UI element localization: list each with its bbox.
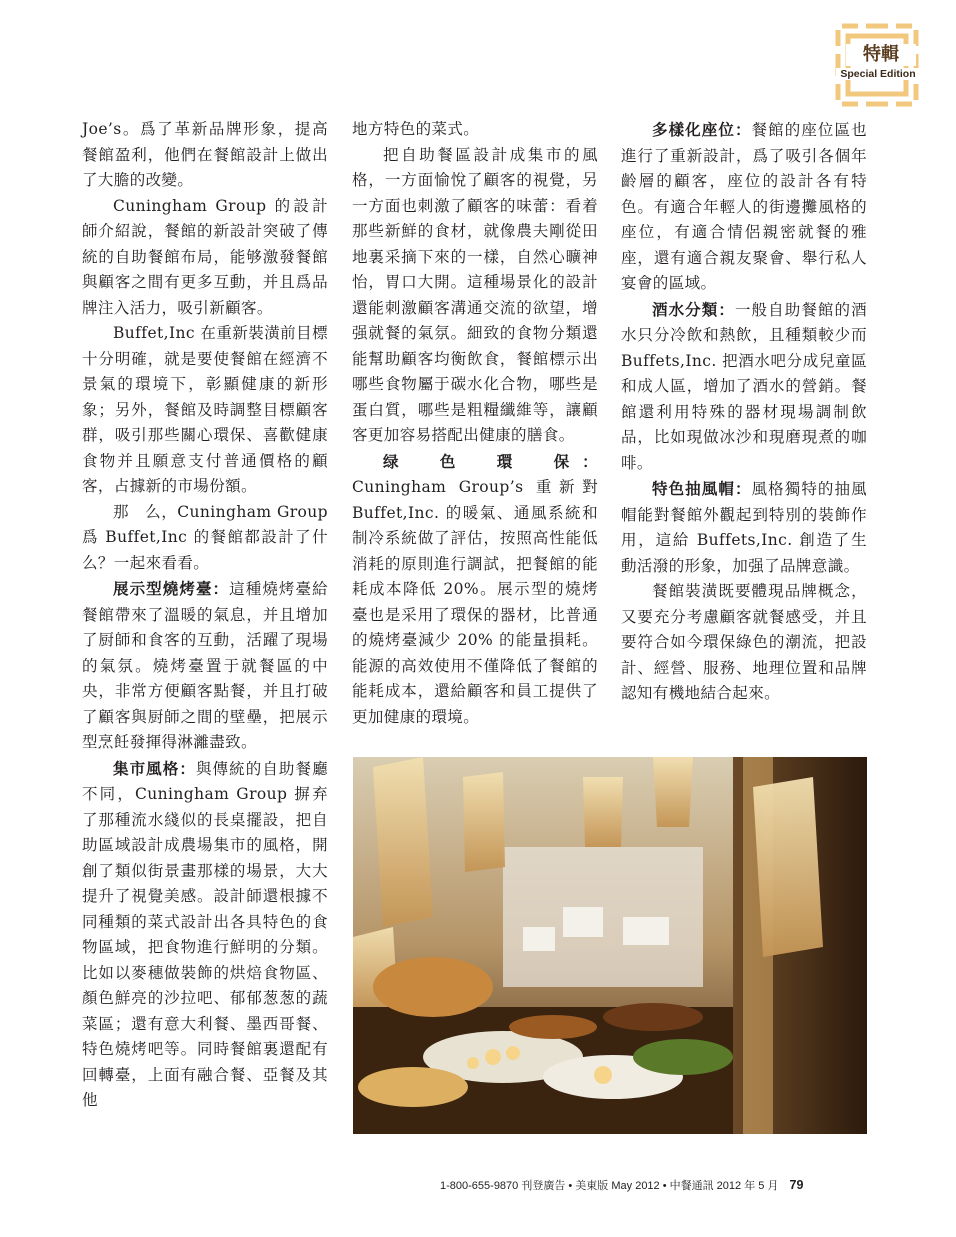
text-column-2: [352, 117, 598, 730]
footer-text: 1-800-655-9870 刊登廣告 • 美東版 May 2012 • 中餐通訊 2012 年 5 月: [440, 1180, 779, 1192]
paragraph: Buffet,Inc 在重新裝潢前目標十分明確，就是要使餐館在經濟不景氣的環境下，彰顯健康的新形象；另外，餐館及時調整目標顧客群，吸引那些關心環保、喜歡健康食物并且願意支付普通價格的顧客，占據新的市場份額。: [82, 324, 328, 495]
section-paragraph: [82, 756, 328, 1114]
section-heading: 多樣化座位：: [652, 120, 752, 139]
text-column-3: [621, 117, 867, 707]
paragraph: 地方特色的菜式。: [352, 120, 480, 138]
paragraph: 把自助餐區設計成集市的風格，一方面愉悅了顧客的視覺，另一方面也刺激了顧客的味蕾：看着那些新鮮的食材，就像農夫剛從田地裏采摘下來的一樣，自然心曠神怡，胃口大開。這種場景化的設計還能刺激顧客溝通交流的欲望，增强就餐的氣氛。細致的食物分類還能幫助顧客均衡飲食，餐館標示出哪些食物屬于碳水化合物，哪些是蛋白質，哪些是粗糧纖維等，讓顧客更加容易搭配出健康的膳食。: [352, 145, 598, 444]
section-body: 餐館的座位區也進行了重新設計，爲了吸引各個年齡層的顧客，座位的設計各有特色。有適合年輕人的街邊攤風格的座位，有適合情侶親密就餐的雅座，還有適合親友聚會、舉行私人宴會的區域。: [621, 121, 867, 292]
section-body: 一般自助餐館的酒水只分冷飲和熱飲，且種類較少而 Buffets,Inc. 把酒水吧分成兒童區和成人區，增加了酒水的營銷。餐館還利用特殊的器材現場調制飲品，比如現做冰沙和現磨現煮的咖啡。: [621, 300, 867, 472]
section-body: 與傳統的自助餐廳不同，Cuningham Group 摒弃了那種流水綫似的長桌擺設，把自助區域設計成農場集市的風格，開創了類似街景畫那樣的場景，大大提升了視覺美感。設計師還根據不同種類的菜式設計出各具特色的食物區域，把食物進行鮮明的分類。比如以麥穗做裝飾的烘焙食物區、顏色鮮亮的沙拉吧、郁郁葱葱的蔬菜區；還有意大利餐、墨西哥餐、特色燒烤吧等。同時餐館裏還配有回轉臺，上面有融合餐、亞餐及其他: [82, 759, 328, 1109]
restaurant-photo: [353, 757, 867, 1134]
section-paragraph: [621, 117, 867, 297]
section-paragraph: [82, 576, 328, 756]
section-heading: 绿 色 環 保：: [383, 451, 598, 471]
section-heading: 展示型燒烤臺：: [113, 579, 230, 598]
section-paragraph: [352, 449, 598, 731]
section-heading: 特色抽風帽：: [652, 479, 752, 498]
section-heading: 集市風格：: [113, 758, 196, 778]
text-column-1: [82, 117, 328, 1114]
paragraph: 餐館裝潢既要體現品牌概念，又要充分考慮顧客就餐感受，并且要符合如今環保綠色的潮流，把設計、經營、服務、地理位置和品牌認知有機地結合起來。: [621, 582, 867, 702]
section-title: 特輯: [846, 44, 916, 66]
page-number: 79: [789, 1178, 804, 1192]
page-footer: [440, 1177, 868, 1193]
section-paragraph: [621, 297, 867, 477]
paragraph: Joe’s。爲了革新品牌形象，提高餐館盈利，他們在餐館設計上做出了大膽的改變。: [82, 120, 328, 189]
section-body: Cuningham Group’s 重新對 Buffet,Inc. 的暖氣、通風系統和制冷系統做了評估，按照高性能低消耗的原則進行調試，把餐館的能耗成本降低 20%。展示型的燒烤臺也是采用了環保的器材，比普通的燒烤臺減少 20% 的能量損耗。能源的高效使用不僅降低了餐館的能耗成本，還給顧客和員工提供了更加健康的環境。: [352, 478, 598, 726]
section-heading: 酒水分類：: [652, 299, 735, 319]
section-body: 這種燒烤臺給餐館帶來了溫暖的氣息，并且增加了厨師和食客的互動，活躍了現場的氣氛。燒烤臺置于就餐區的中央，非常方便顧客點餐，并且打破了顧客與厨師之間的壁壘，把展示型烹飪發揮得淋灕盡致。: [82, 580, 328, 751]
paragraph: 那 么，Cuningham Group 爲 Buffet,Inc 的餐館都設計了什么？一起來看看。: [82, 502, 328, 572]
section-paragraph: [621, 476, 867, 579]
paragraph: Cuningham Group 的設計師介紹說，餐館的新設計突破了傳統的自助餐館布局，能够激發餐館與顧客之間有更多互動，并且爲品牌注入活力，吸引新顧客。: [82, 196, 328, 317]
section-body: 風格獨特的抽風帽能對餐館外觀起到特別的裝飾作用，這給 Buffets,Inc. 創造了生動活潑的形象，加强了品牌意識。: [621, 480, 867, 575]
section-subtitle: Special Edition: [836, 68, 920, 80]
